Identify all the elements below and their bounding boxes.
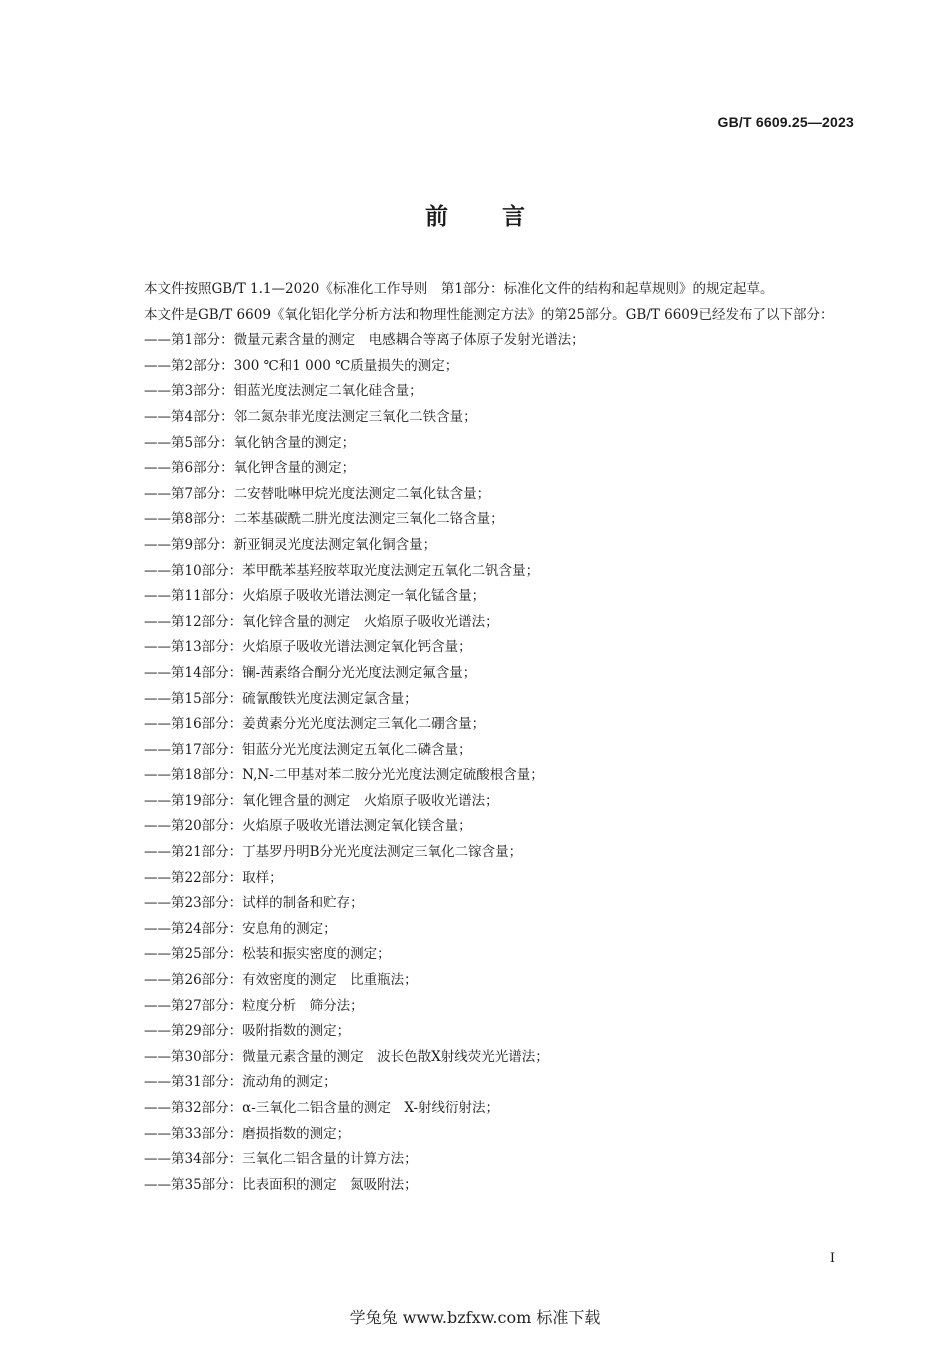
page-title: 前言 (425, 204, 579, 230)
list-item: ——第32部分：α-三氧化二铝含量的测定 X-射线衍射法； (144, 1100, 500, 1116)
list-item: ——第5部分：氧化钠含量的测定； (144, 434, 356, 451)
list-item: ——第18部分：N,N-二甲基对苯二胺分光光度法测定硫酸根含量； (144, 767, 544, 784)
list-item: ——第31部分：流动角的测定； (144, 1074, 337, 1091)
list-item: ——第25部分：松装和振实密度的测定； (144, 946, 391, 963)
list-item: ——第2部分：300 ℃和1 000 ℃质量损失的测定； (144, 357, 459, 374)
list-item: ——第34部分：三氧化二铝含量的计算方法； (144, 1151, 418, 1168)
list-item: ——第17部分：钼蓝分光光度法测定五氧化二磷含量； (144, 741, 472, 758)
list-item: ——第1部分：微量元素含量的测定 电感耦合等离子体原子发射光谱法； (144, 332, 585, 349)
parts-list (116, 328, 856, 1198)
list-item: ——第4部分：邻二氮杂菲光度法测定三氧化二铁含量； (144, 408, 477, 425)
list-item: ——第12部分：氧化锌含量的测定 火焰原子吸收光谱法； (144, 613, 499, 630)
list-item: ——第24部分：安息角的测定； (144, 920, 337, 937)
list-item: ——第6部分：氧化钾含量的测定； (144, 460, 356, 477)
list-item: ——第22部分：取样； (144, 869, 283, 886)
paragraph-series-intro: 本文件是GB/T 6609《氧化铝化学分析方法和物理性能测定方法》的第25部分。GB/T 6609已经发布了以下部分： (144, 306, 834, 323)
list-item: ——第3部分：钼蓝光度法测定二氧化硅含量； (144, 383, 423, 400)
list-item: ——第13部分：火焰原子吸收光谱法测定氧化钙含量； (144, 639, 472, 656)
list-item: ——第11部分：火焰原子吸收光谱法测定一氧化锰含量； (144, 588, 486, 605)
list-item: ——第30部分：微量元素含量的测定 波长色散X射线荧光光谱法； (144, 1048, 549, 1065)
list-item: ——第20部分：火焰原子吸收光谱法测定氧化镁含量； (144, 818, 472, 835)
list-item: ——第10部分：苯甲酰苯基羟胺萃取光度法测定五氧化二钒含量； (144, 562, 540, 579)
list-item: ——第29部分：吸附指数的测定； (144, 1023, 351, 1040)
footer-watermark: 学兔兔 www.bzfxw.com 标准下载 (349, 1308, 601, 1327)
list-item: ——第27部分：粒度分析 筛分法； (144, 997, 364, 1014)
list-item: ——第35部分：比表面积的测定 氮吸附法； (144, 1176, 418, 1193)
page-number: I (829, 1251, 835, 1266)
list-item: ——第14部分：镧-茜素络合酮分光光度法测定氟含量； (144, 664, 477, 681)
list-item: ——第16部分：姜黄素分光光度法测定三氧化二硼含量； (144, 716, 486, 733)
list-item: ——第9部分：新亚铜灵光度法测定氧化铜含量； (144, 536, 437, 553)
list-item: ——第15部分：硫氰酸铁光度法测定氯含量； (144, 690, 418, 707)
list-item: ——第8部分：二苯基碳酰二肼光度法测定三氧化二铬含量； (144, 511, 504, 528)
list-item: ——第26部分：有效密度的测定 比重瓶法； (144, 972, 418, 989)
list-item: ——第19部分：氧化锂含量的测定 火焰原子吸收光谱法； (144, 792, 499, 809)
list-item: ——第21部分：丁基罗丹明B分光光度法测定三氧化二镓含量； (144, 844, 523, 861)
list-item: ——第23部分：试样的制备和贮存； (144, 895, 364, 912)
standard-number: GB/T 6609.25—2023 (717, 114, 854, 130)
paragraph-drafting-rules: 本文件按照GB/T 1.1—2020《标准化工作导则 第1部分：标准化文件的结构和起草规则》的规定起草。 (144, 281, 774, 297)
list-item: ——第33部分：磨损指数的测定； (144, 1125, 351, 1142)
foreword-body (116, 277, 856, 1198)
list-item: ——第7部分：二安替吡啉甲烷光度法测定二氧化钛含量； (144, 485, 491, 502)
